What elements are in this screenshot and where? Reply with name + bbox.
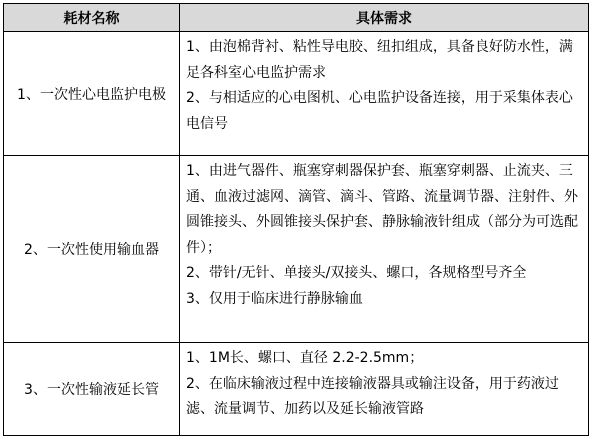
- consumable-name-cell: 2、一次性使用输血器: [4, 156, 180, 343]
- table-header-row: [4, 4, 589, 32]
- requirement-item: 2、在临床输液过程中连接输液器具或输注设备，用于药液过滤、流量调节、加药以及延长输液管路: [186, 375, 559, 417]
- requirement-item: 1、1M长、螺口、直径 2.2-2.5mm；: [186, 350, 424, 366]
- table-row: [4, 156, 589, 343]
- requirement-item: 1、由泡棉背衬、粘性导电胶、纽扣组成，具备良好防水性，满足各科室心电监护需求: [186, 39, 573, 81]
- consumable-name-cell: 3、一次性输液延长管: [4, 343, 180, 436]
- requirement-item: 2、带针/无针、单接头/双接头、螺口，各规格型号齐全: [186, 265, 527, 281]
- requirement-item: 1、由进气器件、瓶塞穿刺器保护套、瓶塞穿刺器、止流夹、三通、血液过滤网、滴管、滴斗、管路、流量调节器、注射件、外圆锥接头、外圆锥接头保护套、静脉输液针组成（部分为可选配件）；: [186, 163, 578, 256]
- table-row: [4, 32, 589, 156]
- column-header-name: 耗材名称: [4, 4, 180, 32]
- consumables-requirements-table: [3, 3, 589, 436]
- column-header-requirements: 具体需求: [180, 4, 589, 32]
- requirements-cell: [180, 156, 589, 343]
- requirement-item: 3、仅用于临床进行静脉输血: [186, 290, 363, 307]
- requirement-item: 2、与相适应的心电图机、心电监护设备连接，用于采集体表心电信号: [186, 90, 573, 132]
- consumable-name-cell: 1、一次性心电监护电极: [4, 32, 180, 156]
- table-row: [4, 343, 589, 436]
- requirements-cell: [180, 343, 589, 436]
- requirements-cell: [180, 32, 589, 156]
